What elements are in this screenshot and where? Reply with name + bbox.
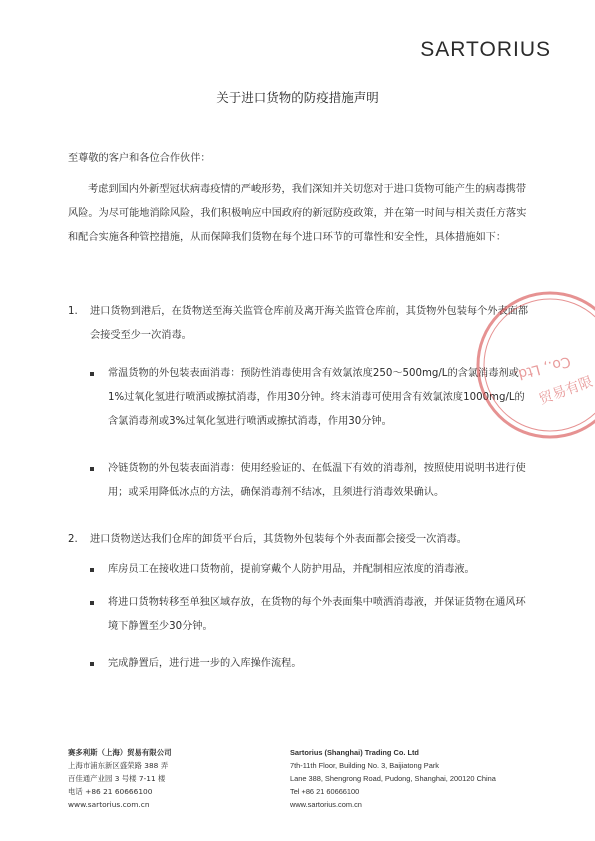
bullet-text: 完成静置后，进行进一步的入库操作流程。: [108, 658, 302, 669]
stamp-text-cn: 贸易有限: [536, 373, 595, 408]
footer-phone-cn: 电话 +86 21 60666100: [68, 787, 153, 796]
bullet-square-icon: [90, 601, 94, 605]
document-title: 关于进口货物的防疫措施声明: [216, 90, 379, 105]
footer-address-en: [290, 746, 496, 811]
footer-company-cn: 赛多利斯（上海）贸易有限公司: [68, 748, 172, 757]
stamp-text: Co., Ltd.: [512, 352, 573, 384]
footer-web-cn: www.sartorius.com.cn: [68, 800, 150, 809]
footer-phone-en: Tel +86 21 60666100: [290, 787, 360, 796]
footer-line1-en: 7th-11th Floor, Building No. 3, Baijiatong Park: [290, 761, 439, 770]
bullet-text: 库房员工在接收进口货物前，提前穿戴个人防护用品，并配制相应浓度的消毒液。: [108, 564, 475, 575]
item-number: 2.: [68, 534, 78, 545]
footer-company-en: Sartorius (Shanghai) Trading Co. Ltd: [290, 748, 419, 757]
item-number: 1.: [68, 306, 78, 317]
footer-web-en: www.sartorius.com.cn: [290, 800, 362, 809]
bullet-text: 将进口货物转移至单独区域存放，在货物的每个外表面集中喷洒消毒液，并保证货物在通风环境下静置至少30分钟。: [108, 597, 526, 632]
bullet-square-icon: [90, 662, 94, 666]
bullet-text: 常温货物的外包装表面消毒：预防性消毒使用含有效氯浓度250～500mg/L的含氯消毒剂或1%过氧化氢进行喷洒或擦拭消毒，作用30分钟。终末消毒可使用含有效氯浓度1000mg/L的含氯消毒剂或3%过氧化氢进行喷洒或擦拭消毒，作用30分钟。: [108, 368, 525, 427]
bullet-square-icon: [90, 467, 94, 471]
bullet-text: 冷链货物的外包装表面消毒：使用经验证的、在低温下有效的消毒剂，按照使用说明书进行使用；或采用降低冰点的方法，确保消毒剂不结冰，且须进行消毒效果确认。: [108, 463, 526, 498]
salutation: 至尊敬的客户和各位合作伙伴：: [68, 153, 211, 164]
bullet-square-icon: [90, 568, 94, 572]
company-seal-stamp: [450, 285, 595, 450]
footer-address-cn: [68, 746, 171, 811]
bullet-square-icon: [90, 372, 94, 376]
company-logo: SARTORIUS: [420, 38, 551, 61]
intro-paragraph: 考虑到国内外新型冠状病毒疫情的严峻形势，我们深知并关切您对于进口货物可能产生的病毒携带风险。为尽可能地消除风险，我们积极响应中国政府的新冠防疫政策，并在第一时间与相关责任方落实和配合实施各种管控措施，从而保障我们货物在每个进口环节的可靠性和安全性，具体措施如下：: [68, 184, 527, 244]
footer-line1-cn: 上海市浦东新区盛荣路 388 弄: [68, 761, 169, 770]
item-text: 进口货物送达我们仓库的卸货平台后，其货物外包装每个外表面都会接受一次消毒。: [90, 534, 467, 545]
item-text: 进口货物到港后，在货物送至海关监管仓库前及离开海关监管仓库前，其货物外包装每个外表面都会接受至少一次消毒。: [90, 306, 529, 341]
footer-line2-en: Lane 388, Shengrong Road, Pudong, Shanghai, 200120 China: [290, 774, 496, 783]
footer-line2-cn: 百佳通产业园 3 号楼 7-11 楼: [68, 774, 166, 783]
